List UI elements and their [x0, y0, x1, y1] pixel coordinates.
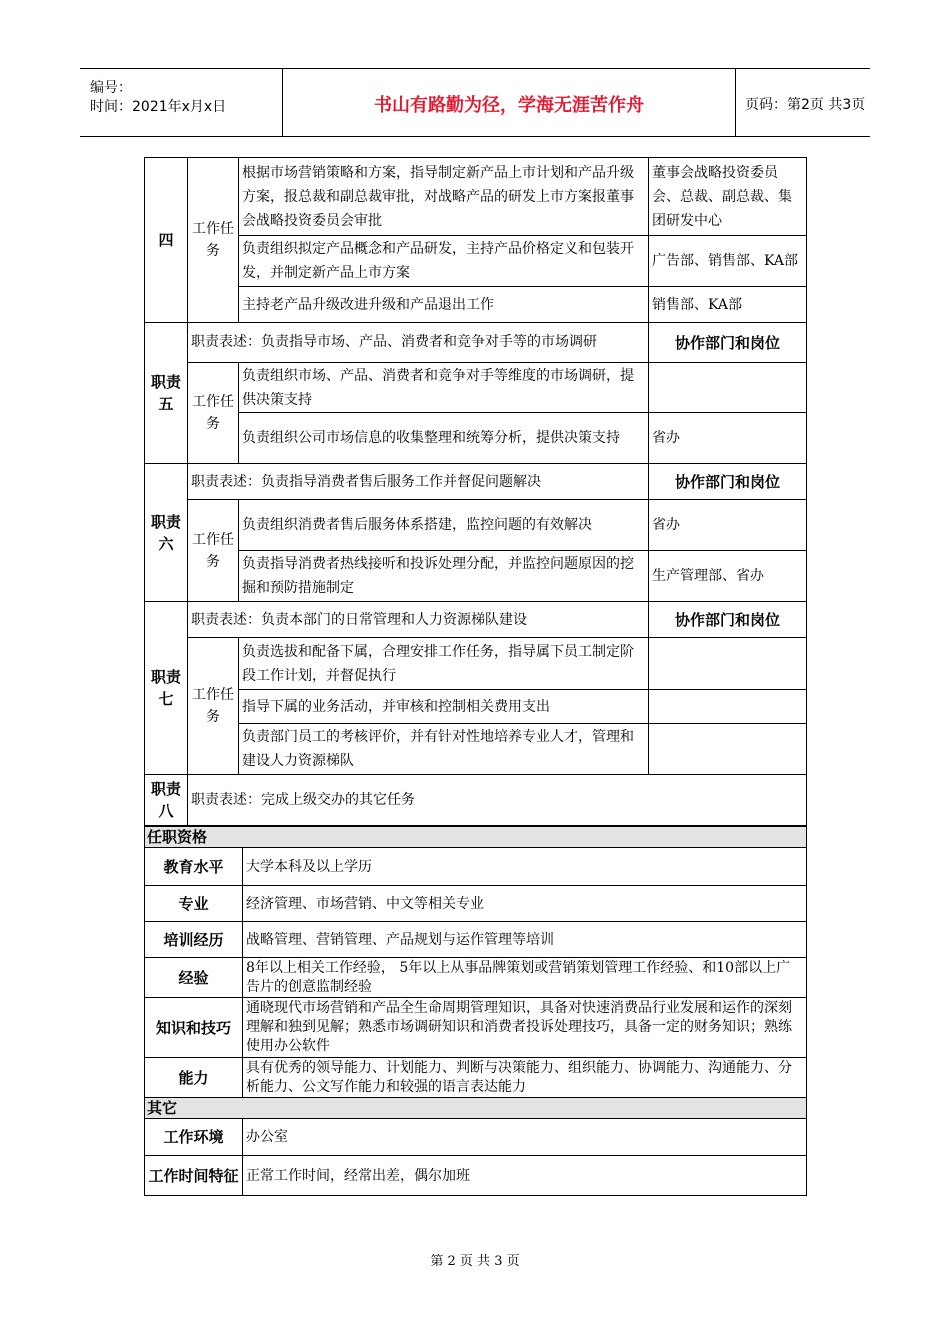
- duty-5-dept: [649, 363, 807, 413]
- table-row: [145, 413, 807, 464]
- duty-4-task-label: 工作任务: [188, 158, 239, 323]
- header-page-info: 页码：第2页 共3页: [745, 97, 866, 113]
- duty-4-task: 负责组织拟定产品概念和产品研发，主持产品价格定义和包装开发，并制定新产品上市方案: [239, 236, 649, 287]
- table-row: [145, 1098, 807, 1119]
- duty-7-dept: [649, 724, 807, 775]
- duty-4-dept: 广告部、销售部、KA部: [649, 236, 807, 287]
- qualification-label: 知识和技巧: [145, 998, 243, 1058]
- duty-4-dept: 董事会战略投资委员会、总裁、副总裁、集团研发中心: [649, 158, 807, 236]
- duty-7-label: 职责七: [145, 602, 188, 775]
- qualification-value: 8年以上相关工作经验， 5年以上从事品牌策划或营销策划管理工作经验、和10部以上广告片的创意监制经验: [243, 958, 807, 998]
- duty-7-task: 负责选拔和配备下属，合理安排工作任务，指导属下员工制定阶段工作计划，并督促执行: [239, 638, 649, 690]
- duty-6-dept: 省办: [649, 500, 807, 551]
- header-page-cell: [735, 69, 870, 136]
- qualification-value: 具有优秀的领导能力、计划能力、判断与决策能力、组织能力、协调能力、沟通能力、分析能力、公文写作能力和较强的语言表达能力: [243, 1058, 807, 1098]
- duty-7-coop-header: 协作部门和岗位: [649, 602, 807, 638]
- document-date: 时间：2021年x月x日: [90, 99, 227, 115]
- duty-8-statement: 职责表述：完成上级交办的其它任务: [188, 775, 807, 826]
- table-row: [145, 998, 807, 1058]
- duty-4-task: 根据市场营销策略和方案，指导制定新产品上市计划和产品升级方案，报总裁和副总裁审批，对战略产品的研发上市方案报董事会战略投资委员会审批: [239, 158, 649, 236]
- table-row: [145, 1119, 807, 1156]
- table-row: [145, 236, 807, 287]
- duty-4-label: 四: [145, 158, 188, 323]
- table-row: [145, 958, 807, 998]
- table-row: [145, 363, 807, 413]
- duty-6-statement: 职责表述：负责指导消费者售后服务工作并督促问题解决: [188, 464, 649, 500]
- other-value: 正常工作时间，经常出差，偶尔加班: [243, 1156, 807, 1196]
- table-row: [145, 775, 807, 826]
- duties-table: [144, 157, 807, 826]
- other-title: 其它: [145, 1098, 807, 1119]
- duty-6-dept: 生产管理部、省办: [649, 551, 807, 602]
- other-label: 工作环境: [145, 1119, 243, 1156]
- qualification-label: 经验: [145, 958, 243, 998]
- document-number: 编号：: [90, 80, 132, 96]
- duty-7-task-label: 工作任务: [188, 638, 239, 775]
- other-value: 办公室: [243, 1119, 807, 1156]
- duty-5-task: 负责组织市场、产品、消费者和竞争对手等维度的市场调研，提供决策支持: [239, 363, 649, 413]
- qualification-label: 教育水平: [145, 848, 243, 886]
- table-row: [145, 638, 807, 690]
- qualification-label: 能力: [145, 1058, 243, 1098]
- duty-5-task-label: 工作任务: [188, 363, 239, 464]
- duty-5-label: 职责五: [145, 323, 188, 464]
- header-motto-cell: [282, 69, 736, 136]
- table-row: [145, 323, 807, 363]
- duty-6-label: 职责六: [145, 464, 188, 602]
- table-row: [145, 922, 807, 958]
- table-row: [145, 158, 807, 236]
- qualification-value: 通晓现代市场营销和产品全生命周期管理知识，具备对快速消费品行业发展和运作的深刻理解和独到见解；熟悉市场调研知识和消费者投诉处理技巧，具备一定的财务知识；熟练使用办公软件: [243, 998, 807, 1058]
- duty-5-coop-header: 协作部门和岗位: [649, 323, 807, 363]
- table-row: [145, 602, 807, 638]
- duty-6-task-label: 工作任务: [188, 500, 239, 602]
- table-row: [145, 827, 807, 848]
- duty-7-task: 指导下属的业务活动，并审核和控制相关费用支出: [239, 690, 649, 724]
- duty-7-dept: [649, 690, 807, 724]
- table-row: [145, 500, 807, 551]
- table-row: [145, 1156, 807, 1196]
- qualification-value: 战略管理、营销管理、产品规划与运作管理等培训: [243, 922, 807, 958]
- table-row: [145, 1058, 807, 1098]
- duty-6-task: 负责指导消费者热线接听和投诉处理分配，并监控问题原因的挖掘和预防措施制定: [239, 551, 649, 602]
- table-row: [145, 886, 807, 922]
- duty-6-coop-header: 协作部门和岗位: [649, 464, 807, 500]
- table-row: [145, 287, 807, 323]
- duty-7-dept: [649, 638, 807, 690]
- qualification-label: 培训经历: [145, 922, 243, 958]
- other-label: 工作时间特征: [145, 1156, 243, 1196]
- duty-7-task: 负责部门员工的考核评价，并有针对性地培养专业人才，管理和建设人力资源梯队: [239, 724, 649, 775]
- duty-5-statement: 职责表述：负责指导市场、产品、消费者和竞争对手等的市场调研: [188, 323, 649, 363]
- duty-4-task: 主持老产品升级改进升级和产品退出工作: [239, 287, 649, 323]
- qualification-value: 大学本科及以上学历: [243, 848, 807, 886]
- duty-7-statement: 职责表述：负责本部门的日常管理和人力资源梯队建设: [188, 602, 649, 638]
- duty-8-label: 职责八: [145, 775, 188, 826]
- qualifications-table: [144, 826, 807, 1196]
- page-footer: 第 2 页 共 3 页: [430, 1254, 520, 1269]
- table-row: [145, 690, 807, 724]
- table-row: [145, 551, 807, 602]
- qualifications-title: 任职资格: [145, 827, 807, 848]
- table-row: [145, 464, 807, 500]
- duty-4-dept: 销售部、KA部: [649, 287, 807, 323]
- table-row: [145, 848, 807, 886]
- qualification-value: 经济管理、市场营销、中文等相关专业: [243, 886, 807, 922]
- duty-6-task: 负责组织消费者售后服务体系搭建，监控问题的有效解决: [239, 500, 649, 551]
- header-motto: 书山有路勤为径，学海无涯苦作舟: [374, 95, 644, 116]
- page-header: [80, 68, 870, 137]
- table-row: [145, 724, 807, 775]
- qualification-label: 专业: [145, 886, 243, 922]
- header-meta: [80, 69, 282, 136]
- duty-5-dept: 省办: [649, 413, 807, 464]
- duty-5-task: 负责组织公司市场信息的收集整理和统筹分析，提供决策支持: [239, 413, 649, 464]
